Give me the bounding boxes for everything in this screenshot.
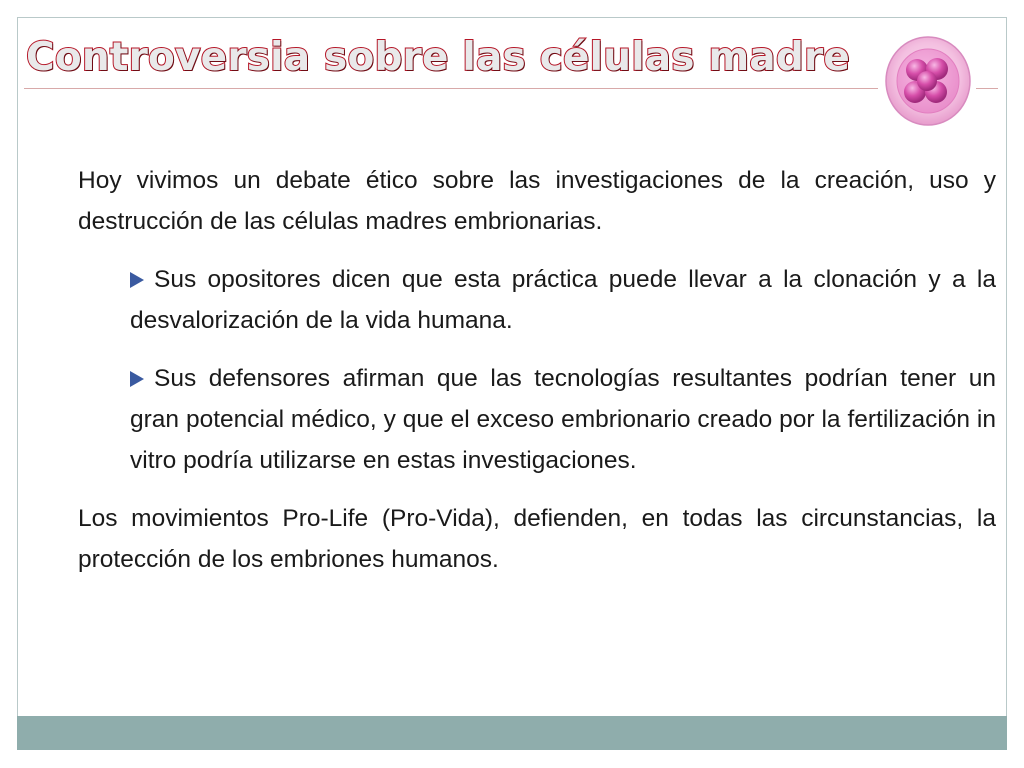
bullet-text: Sus opositores dicen que esta práctica puede llevar a la clonación y a la desvalorización de la vida humana. bbox=[130, 266, 996, 334]
bullet-item-opponents bbox=[130, 259, 996, 341]
slide-body bbox=[78, 160, 996, 597]
title-underline-right bbox=[976, 88, 998, 89]
stem-cell-embryo-icon bbox=[884, 36, 972, 140]
footer-bar bbox=[17, 716, 1007, 750]
bullet-item-defenders bbox=[130, 358, 996, 481]
bullet-text: Sus defensores afirman que las tecnologías resultantes podrían tener un gran potencial médico, y que el exceso embrionario creado por la fertilización in vitro podría utilizarse en estas investigaciones. bbox=[130, 365, 996, 474]
triangle-bullet-icon bbox=[130, 272, 144, 288]
title-underline bbox=[24, 88, 878, 89]
triangle-bullet-icon bbox=[130, 371, 144, 387]
slide-title: Controversia sobre las células madre bbox=[26, 35, 851, 80]
pro-life-paragraph: Los movimientos Pro-Life (Pro-Vida), defienden, en todas las circunstancias, la protección de los embriones humanos. bbox=[78, 505, 996, 573]
intro-paragraph: Hoy vivimos un debate ético sobre las investigaciones de la creación, uso y destrucción de las células madres embrionarias. bbox=[78, 167, 996, 235]
